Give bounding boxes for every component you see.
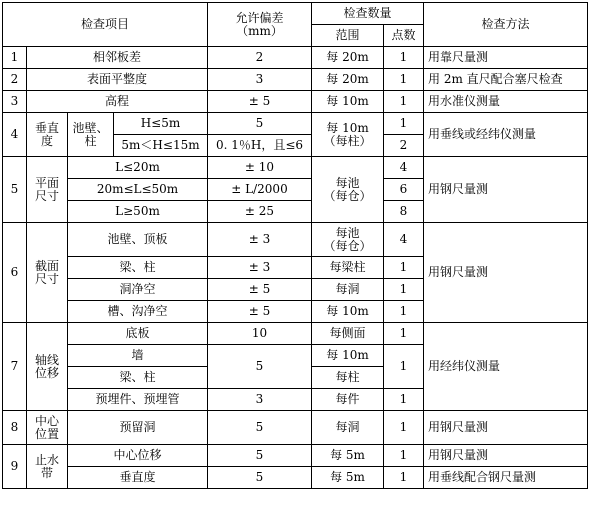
deviation-value: 10 [208,323,312,345]
group-label-b: 尺寸 [34,271,59,286]
method-value: 用水准仪测量 [424,91,588,113]
table-row [3,157,588,179]
scope-value [312,223,384,257]
condition: 20m≤L≤50m [68,179,208,201]
deviation-value: 2 [208,47,312,69]
table-row [3,323,588,345]
scope-line-b: （每仓） [323,238,372,253]
table-row [3,223,588,257]
points-value: 1 [384,91,424,113]
points-value: 1 [384,279,424,301]
item-name: 表面平整度 [27,69,208,91]
method-value: 用 2m 直尺配合塞尺检查 [424,69,588,91]
table-row [3,47,588,69]
scope-value: 每梁柱 [312,257,384,279]
group-label [27,157,68,223]
scope-value [312,157,384,223]
group-label-a: 截面 [34,258,59,273]
method-value: 用钢尺量测 [424,411,588,445]
table-row [3,467,588,489]
header-method: 检查方法 [424,3,588,47]
deviation-value: 5 [208,445,312,467]
table-row [3,411,588,445]
row-number: 7 [3,323,27,411]
row-number: 4 [3,113,27,157]
deviation-value: ± 3 [208,223,312,257]
scope-value: 每 5m [312,467,384,489]
header-points: 点数 [384,25,424,47]
condition: 洞净空 [68,279,208,301]
method-value: 用钢尺量测 [424,157,588,223]
group-label-a: 中心 [34,413,59,428]
header-deviation [208,3,312,47]
inspection-table [2,2,588,489]
condition: L≤20m [68,157,208,179]
points-value: 4 [384,157,424,179]
table-row [3,69,588,91]
condition: 槽、沟净空 [68,301,208,323]
table-row [3,445,588,467]
scope-value: 每侧面 [312,323,384,345]
condition: 预留洞 [68,411,208,445]
header-item: 检查项目 [3,3,208,47]
method-value: 用钢尺量测 [424,445,588,467]
group-label [27,411,68,445]
group-label [27,223,68,323]
row-number: 2 [3,69,27,91]
scope-value: 每 10m [312,345,384,367]
scope-value: 每柱 [312,367,384,389]
header-quantity: 检查数量 [312,3,424,25]
row-number: 1 [3,47,27,69]
points-value: 1 [384,69,424,91]
scope-value [312,113,384,157]
points-value: 8 [384,201,424,223]
condition: 预埋件、预埋管 [68,389,208,411]
condition: 中心位移 [68,445,208,467]
points-value: 4 [384,223,424,257]
condition: 梁、柱 [68,257,208,279]
group-label-a: 止水 [34,452,59,467]
group-label-b: 度 [40,133,53,148]
group-label [27,323,68,411]
row-number: 8 [3,411,27,445]
condition: 池壁、顶板 [68,223,208,257]
scope-value: 每 10m [312,301,384,323]
scope-line-b: （每柱） [323,133,372,148]
sub-group-label-a: 池壁、 [72,120,109,135]
scope-line-a: 每池 [335,175,360,190]
condition: 5m＜H≤15m [114,135,208,157]
scope-line-a: 每 10m [326,120,369,135]
deviation-value: ± L/2000 [208,179,312,201]
condition: H≤5m [114,113,208,135]
table-row [3,113,588,135]
condition: 垂直度 [68,467,208,489]
scope-value: 每 5m [312,445,384,467]
deviation-value: 5 [208,467,312,489]
deviation-value: ± 5 [208,279,312,301]
method-value: 用钢尺量测 [424,223,588,323]
group-label-b: 位移 [34,365,59,380]
points-value: 2 [384,135,424,157]
method-value: 用经纬仪测量 [424,323,588,411]
group-label-b: 带 [40,465,53,480]
condition: L≥50m [68,201,208,223]
row-number: 6 [3,223,27,323]
scope-value: 每洞 [312,411,384,445]
scope-value: 每 20m [312,47,384,69]
condition: 梁、柱 [68,367,208,389]
deviation-value: ± 5 [208,91,312,113]
method-value: 用垂线或经纬仪测量 [424,113,588,157]
group-label-a: 垂直 [34,120,59,135]
group-label-b: 尺寸 [34,188,59,203]
points-value: 1 [384,389,424,411]
table-row [3,91,588,113]
points-value: 1 [384,47,424,69]
sub-group-label-b: 柱 [84,133,97,148]
item-name: 高程 [27,91,208,113]
scope-value: 每 10m [312,91,384,113]
group-label [27,113,68,157]
scope-value: 每件 [312,389,384,411]
deviation-value: 5 [208,345,312,389]
group-label [27,445,68,489]
header-scope: 范围 [312,25,384,47]
points-value: 1 [384,323,424,345]
points-value: 1 [384,257,424,279]
points-value: 1 [384,113,424,135]
scope-value: 每洞 [312,279,384,301]
sub-group-label [68,113,114,157]
points-value: 1 [384,301,424,323]
deviation-value: ± 25 [208,201,312,223]
row-number: 5 [3,157,27,223]
points-value: 1 [384,467,424,489]
deviation-value: 5 [208,113,312,135]
points-value: 1 [384,445,424,467]
points-value: 1 [384,411,424,445]
method-value: 用靠尺量测 [424,47,588,69]
deviation-value: 0. 1％H，且≤6 [208,135,312,157]
points-value: 1 [384,345,424,389]
header-deviation-label: 允许偏差 [235,10,284,25]
deviation-value: 3 [208,389,312,411]
group-label-a: 轴线 [34,352,59,367]
deviation-value: 3 [208,69,312,91]
points-value: 6 [384,179,424,201]
item-name: 相邻板差 [27,47,208,69]
scope-line-b: （每仓） [323,188,372,203]
scope-value: 每 20m [312,69,384,91]
row-number: 3 [3,91,27,113]
group-label-b: 位置 [34,426,59,441]
group-label-a: 平面 [34,175,59,190]
method-value: 用垂线配合钢尺量测 [424,467,588,489]
condition: 墙 [68,345,208,367]
header-deviation-unit: （mm） [236,23,283,38]
deviation-value: ± 3 [208,257,312,279]
deviation-value: ± 5 [208,301,312,323]
condition: 底板 [68,323,208,345]
scope-line-a: 每池 [335,225,360,240]
row-number: 9 [3,445,27,489]
deviation-value: 5 [208,411,312,445]
deviation-value: ± 10 [208,157,312,179]
